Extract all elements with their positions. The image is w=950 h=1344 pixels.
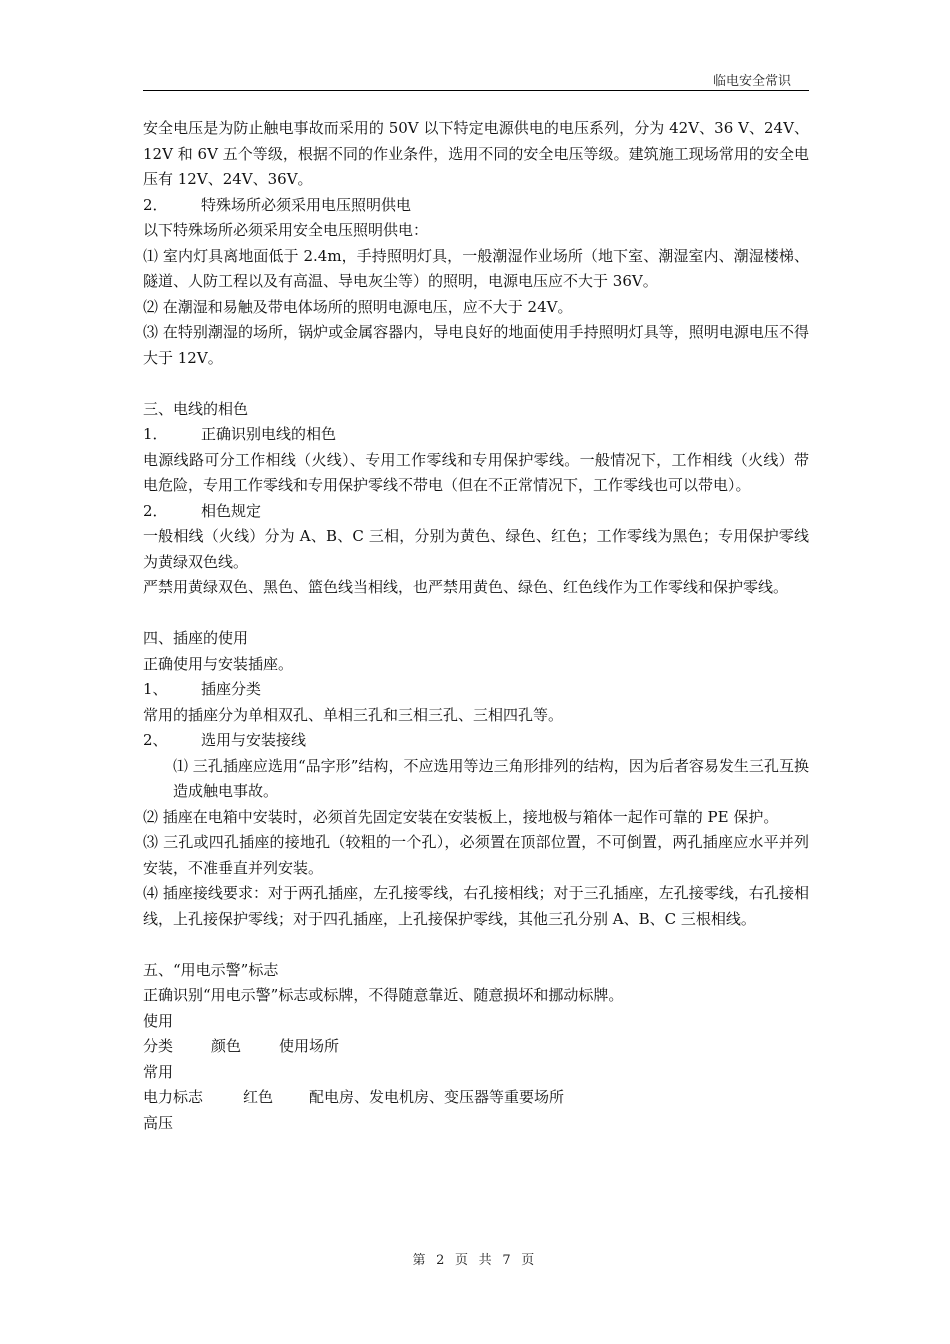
paragraph: 电源线路可分工作相线（火线）、专用工作零线和专用保护零线。一般情况下，工作相线（火线）带电危险，专用工作零线和专用保护零线不带电（但在不正常情况下，工作零线也可以带电）。	[143, 450, 809, 494]
paragraph-safe-voltage: 安全电压是为防止触电事故而采用的 50V 以下特定电源供电的电压系列，分为 42V、36 V、24V、12V 和 6V 五个等级，根据不同的作业条件，选用不同的安全电压等级。建筑施工现场常用的安全电压有 12V、24V、36V。	[143, 119, 809, 188]
table-text: 使用	[143, 1011, 174, 1030]
chapter-heading-5: 五、“用电示警”标志	[143, 960, 279, 979]
chapter-heading-3: 三、电线的相色	[143, 399, 249, 418]
section-2-heading	[143, 193, 809, 219]
section-number: 1、	[143, 680, 168, 698]
page-number: 第 2 页 共 7 页	[412, 1253, 538, 1268]
table-cell: 分类	[143, 1037, 174, 1055]
section-title: 插座分类	[201, 680, 262, 698]
table-cell: 红色	[243, 1088, 274, 1106]
list-item: ⑷ 插座接线要求：对于两孔插座，左孔接零线，右孔接相线；对于三孔插座，左孔接零线，右孔接相线，上孔接保护零线；对于四孔插座，上孔接保护零线，其他三孔分别 A、B、C 三根相线。	[143, 884, 809, 928]
section-number: 2．	[143, 195, 168, 214]
table-cell: 配电房、发电机房、变压器等重要场所	[309, 1088, 565, 1106]
section-title: 正确识别电线的相色	[201, 425, 337, 443]
section-title: 特殊场所必须采用电压照明供电	[201, 195, 412, 214]
paragraph: 正确使用与安装插座。	[143, 654, 294, 673]
paragraph: 常用的插座分为单相双孔、单相三孔和三相三孔、三相四孔等。	[143, 705, 564, 724]
list-item: ⑴ 三孔插座应选用“品字形”结构，不应选用等边三角形排列的结构，因为后者容易发生三孔互换造成触电事故。	[173, 756, 809, 800]
list-item: ⑵ 插座在电箱中安装时，必须首先固定安装在安装板上，接地极与箱体一起作可靠的 PE 保护。	[143, 807, 779, 826]
page-header	[143, 68, 809, 91]
list-item: ⑴ 室内灯具离地面低于 2.4m，手持照明灯具，一般潮湿作业场所（地下室、潮湿室内、潮湿楼梯、隧道、人防工程以及有高温、导电灰尘等）的照明，电源电压应不大于 36V。	[143, 246, 809, 290]
subsection-heading	[143, 422, 809, 448]
document-body	[143, 116, 809, 1136]
list-item: ⑵ 在潮湿和易触及带电体场所的照明电源电压，应不大于 24V。	[143, 297, 573, 316]
section-number: 2．	[143, 501, 168, 520]
subsection-heading	[143, 728, 809, 754]
subsection-heading	[143, 499, 809, 525]
table-header-row	[143, 1034, 809, 1060]
section-title: 选用与安装接线	[201, 731, 307, 749]
section-title: 相色规定	[201, 501, 262, 520]
paragraph: 严禁用黄绿双色、黑色、篮色线当相线，也严禁用黄色、绿色、红色线作为工作零线和保护零线。	[143, 578, 789, 596]
section-number: 1．	[143, 425, 168, 443]
list-item: ⑶ 在特别潮湿的场所，锅炉或金属容器内，导电良好的地面使用手持照明灯具等，照明电源电压不得大于 12V。	[143, 323, 809, 367]
paragraph: 以下特殊场所必须采用安全电压照明供电：	[143, 221, 429, 239]
chapter-heading-4: 四、插座的使用	[143, 629, 249, 647]
table-row	[143, 1085, 809, 1111]
table-cell: 电力标志	[143, 1088, 204, 1106]
table-text: 高压	[143, 1113, 174, 1132]
table-cell: 颜色	[211, 1037, 242, 1055]
list-item: ⑶ 三孔或四孔插座的接地孔（较粗的一个孔），必须置在顶部位置，不可倒置，两孔插座应水平并列安装，不准垂直并列安装。	[143, 833, 809, 877]
header-title: 临电安全常识	[712, 74, 791, 89]
paragraph: 正确识别“用电示警”标志或标牌，不得随意靠近、随意损坏和挪动标牌。	[143, 986, 624, 1004]
paragraph: 一般相线（火线）分为 A、B、C 三相，分别为黄色、绿色、红色；工作零线为黑色；专用保护零线为黄绿双色线。	[143, 527, 809, 571]
table-cell: 使用场所	[279, 1037, 340, 1055]
table-text: 常用	[143, 1062, 174, 1081]
subsection-heading	[143, 677, 809, 703]
section-number: 2、	[143, 731, 168, 749]
